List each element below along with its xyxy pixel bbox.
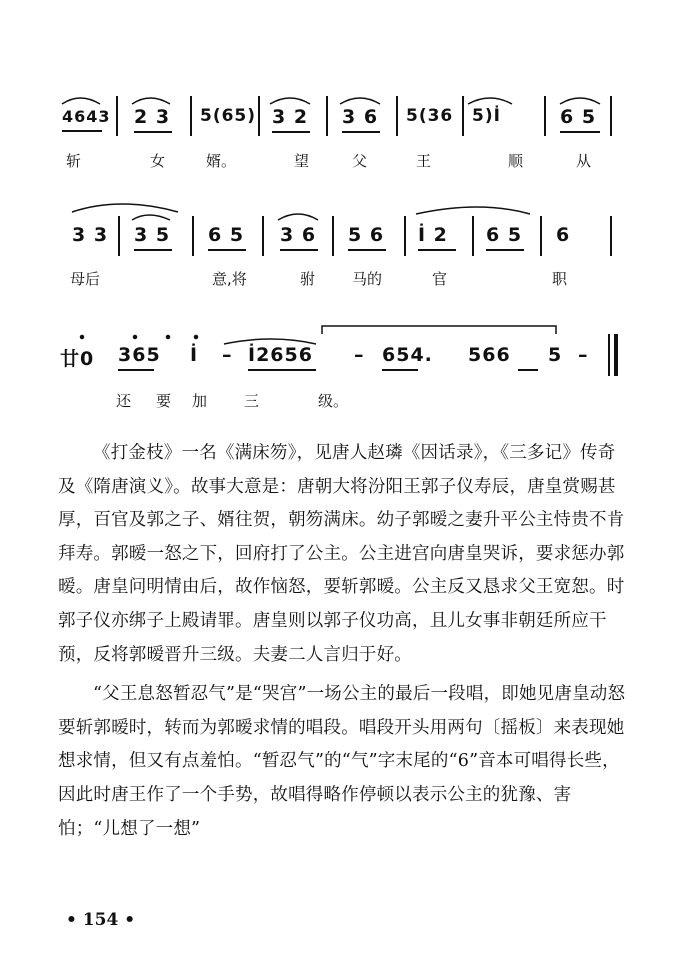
- lyric-char: 父: [352, 152, 368, 170]
- note-group: –: [354, 344, 365, 366]
- lyric-char: 斩: [66, 152, 82, 170]
- lyric-char: 还: [116, 392, 132, 410]
- body-text: [58, 437, 633, 846]
- note-group: 5)İ: [472, 106, 501, 126]
- lyric-char: 从: [576, 152, 592, 170]
- note-group: 3 6: [342, 106, 379, 128]
- final-bar-thick: [614, 334, 618, 376]
- lyric-char: 官: [432, 270, 448, 288]
- lyric-char: 母后: [70, 270, 101, 288]
- note-group: 6 5: [486, 224, 523, 246]
- note-group: 3 6: [280, 224, 317, 246]
- note-group: İ 2: [418, 224, 448, 246]
- note-group: 3 2: [272, 106, 309, 128]
- beam-line: [382, 369, 418, 371]
- lyric-char: 级。: [318, 392, 349, 410]
- final-bar-thin: [608, 334, 610, 376]
- note-group: 6 5: [560, 106, 597, 128]
- lyric-char: 望: [294, 152, 310, 170]
- note-group: 3 5: [134, 224, 171, 246]
- note-group: 5: [548, 344, 563, 366]
- lyric-char: 马的: [352, 270, 383, 288]
- lyric-char: 驸: [300, 270, 316, 288]
- note-group: 6: [556, 224, 571, 246]
- beam-line: [518, 369, 538, 371]
- note-group: İ2656: [248, 344, 313, 366]
- paragraph-analysis: “父王息怒暂忍气”是“哭宫”一场公主的最后一段唱，即她见唐皇动怒要斩郭暧时，转而为郭暧求情的唱段。唱段开头用两句〔摇板〕来表现她想求情，但又有点羞怕。“暂忍气”的“气”字末尾的“6”音本可唱得长些，因此时唐王作了一个手势，故唱得略作停顿以表示公主的犹豫、害怕；“儿想了一想”: [58, 684, 626, 839]
- note-group: –: [222, 344, 233, 366]
- lyric-char: 婿。: [206, 152, 237, 170]
- note-group: –: [578, 344, 589, 366]
- note-group: 365: [118, 344, 161, 366]
- note-group: 5(36: [406, 106, 454, 126]
- note-group: İ: [190, 344, 199, 366]
- lyric-char: 女: [150, 152, 166, 170]
- note-group: 廿0: [60, 348, 95, 370]
- lyric-char: 三: [244, 392, 260, 410]
- lyric-char: 顺: [508, 152, 524, 170]
- lyric-char: 要: [156, 392, 172, 410]
- lyric-char: 职: [552, 270, 568, 288]
- note-group: 654.: [382, 344, 433, 366]
- lyric-char: 加: [192, 392, 208, 410]
- note-group: 5 6: [348, 224, 385, 246]
- note-group: 566: [468, 344, 511, 366]
- note-group: 2 3: [134, 106, 171, 128]
- note-group: 5(65): [200, 106, 257, 126]
- lyric-char: 意,将: [212, 270, 247, 288]
- note-group: 3 3: [72, 224, 109, 246]
- beam-line: [118, 369, 154, 371]
- page-number: • 154 •: [66, 910, 136, 930]
- beam-line: [248, 369, 316, 371]
- note-group: 4643: [62, 107, 111, 126]
- paragraph-story: 《打金枝》一名《满床笏》，见唐人赵璘《因话录》，《三多记》传奇及《隋唐演义》。故事大意是：唐朝大将汾阳王郭子仪寿辰，唐皇赏赐甚厚，百官及郭之子、婿往贺，朝笏满床。幼子郭暧之妻升平公主恃贵不肯拜寿。郭暧一怒之下，回府打了公主。公主进宫向唐皇哭诉，要求惩办郭暧。唐皇问明情由后，故作恼怒，要斩郭暧。公主反又恳求父王宽恕。时郭子仪亦绑子上殿请罪。唐皇则以郭子仪功高，且儿女事非朝廷所应干预，反将郭暧晋升三级。夫妻二人言归于好。: [58, 443, 625, 665]
- lyric-char: 王: [416, 152, 432, 170]
- note-group: 6 5: [208, 224, 245, 246]
